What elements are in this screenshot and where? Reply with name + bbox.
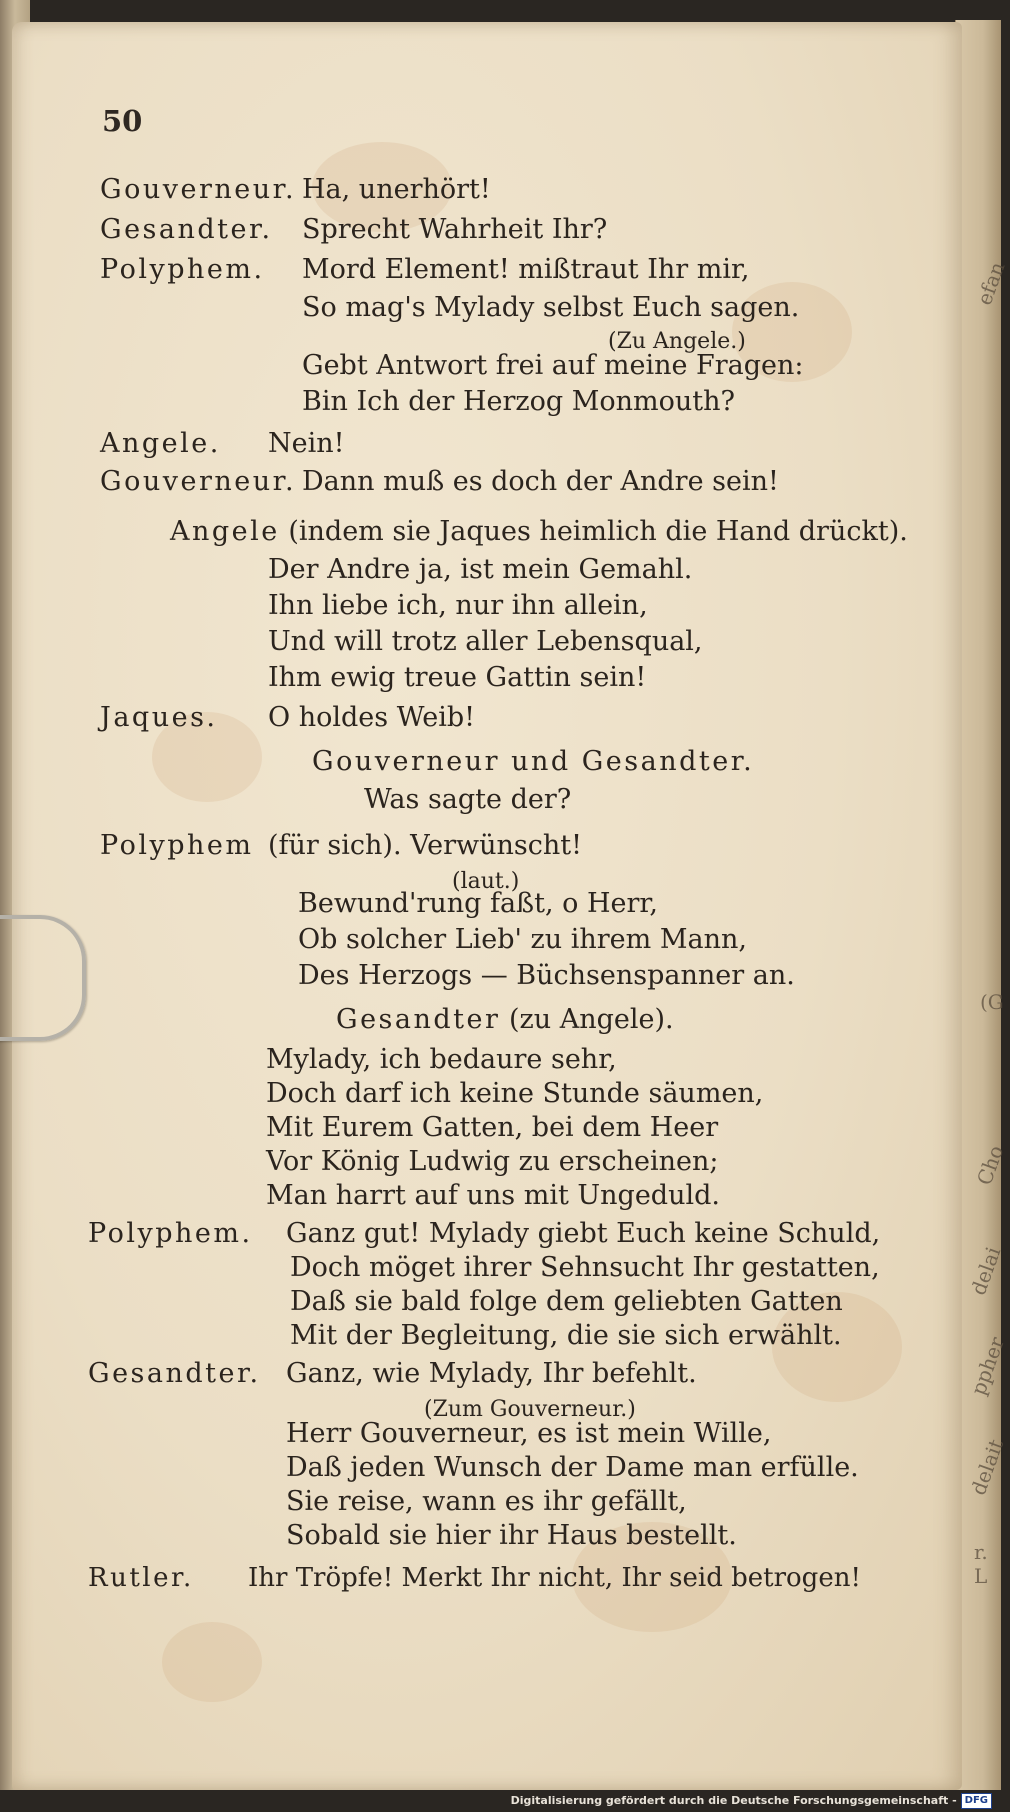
line-text: Mit Eurem Gatten, bei dem Heer (266, 1112, 719, 1143)
line-text: So mag's Mylady selbst Euch sagen. (302, 292, 800, 323)
dialogue-line (290, 1286, 843, 1318)
speaker-name: Polyphem. (88, 1218, 253, 1249)
speaker-name: Angele (170, 516, 280, 547)
dialogue-line (298, 888, 658, 920)
dialogue-line (302, 386, 735, 418)
line-text: (Zum Gouverneur.) (424, 1397, 636, 1422)
dialogue-line (298, 960, 795, 992)
dialogue-line (170, 516, 908, 548)
line-text: Daß sie bald folge dem geliebten Gatten (290, 1286, 843, 1317)
line-text: Dann muß es doch der Andre sein! (302, 466, 779, 497)
dialogue-line (100, 174, 491, 206)
dialogue-line (266, 1078, 763, 1110)
dialogue-line (100, 428, 345, 460)
dialogue-line (268, 554, 692, 586)
digitization-credit (511, 1792, 992, 1810)
line-text: Des Herzogs — Büchsenspanner an. (298, 960, 795, 991)
dialogue-line (266, 1044, 617, 1076)
speaker-name: Gesandter (336, 1004, 501, 1035)
bleed-through-text: delai (966, 1243, 1006, 1299)
line-text: Und will trotz aller Lebensqual, (268, 626, 703, 657)
speaker-name: Gesandter. (88, 1358, 261, 1389)
dialogue-line (266, 1146, 719, 1178)
dialogue-line (302, 350, 804, 382)
dialogue-line (88, 1358, 697, 1390)
dialogue-line (100, 702, 475, 734)
page-number: 50 (102, 104, 143, 138)
dialogue-line (364, 784, 571, 816)
dialogue-line (286, 1486, 687, 1518)
dialogue-line (268, 590, 648, 622)
dialogue-line (266, 1180, 720, 1212)
dialogue-line (286, 1418, 771, 1450)
line-text: Bewund'rung faßt, o Herr, (298, 888, 658, 919)
dialogue-line (268, 662, 646, 694)
dialogue-line (88, 1218, 881, 1250)
dialogue-line (286, 1452, 859, 1484)
line-text: Sobald sie hier ihr Haus bestellt. (286, 1520, 737, 1551)
line-text: Nein! (268, 428, 345, 459)
dialogue-line (100, 830, 582, 862)
line-text: Der Andre ja, ist mein Gemahl. (268, 554, 693, 585)
line-text: Herr Gouverneur, es ist mein Wille, (286, 1418, 772, 1449)
line-text: Vor König Ludwig zu erscheinen; (266, 1146, 719, 1177)
speaker-name: Polyphem (100, 830, 254, 861)
line-text: Gebt Antwort frei auf meine Fragen: (302, 350, 804, 381)
dialogue-line (298, 924, 747, 956)
speaker-name: Polyphem. (100, 254, 265, 285)
dialogue-line (266, 1112, 718, 1144)
dialogue-line (268, 626, 703, 658)
line-text: Ganz gut! Mylady giebt Euch keine Schuld, (286, 1218, 881, 1249)
line-text: Ha, unerhört! (302, 174, 491, 205)
dialogue-line (302, 292, 799, 324)
line-text: (indem sie Jaques heimlich die Hand drückt). (288, 516, 908, 547)
speaker-name: Gouverneur. (100, 466, 297, 497)
dialogue-line (100, 214, 608, 246)
line-text: Was sagte der? (364, 784, 572, 815)
line-text: (Zu Angele.) (608, 329, 746, 354)
speaker-name: Gouverneur und Gesandter. (312, 746, 755, 777)
line-text: Ob solcher Lieb' zu ihrem Mann, (298, 924, 747, 955)
speaker-name: Gouverneur. (100, 174, 297, 205)
dialogue-line (100, 254, 750, 286)
dialogue-line (290, 1252, 880, 1284)
dialogue-line (286, 1520, 737, 1552)
credit-text: Digitalisierung gefördert durch die Deutsche Forschungsgemeinschaft - (510, 1794, 957, 1807)
paper-clip (0, 915, 86, 1041)
line-text: Sie reise, wann es ihr gefällt, (286, 1486, 687, 1517)
speaker-name: Rutler. (88, 1563, 194, 1593)
dialogue-line (312, 746, 754, 778)
bleed-through-text: ppher (966, 1333, 1010, 1399)
dfg-logo: DFG (961, 1793, 992, 1809)
line-text: Bin Ich der Herzog Monmouth? (302, 386, 735, 417)
bleed-through-text: delait (966, 1436, 1009, 1499)
dialogue-line (100, 466, 779, 498)
speaker-name: Angele. (100, 428, 221, 459)
bleed-through-text: (G (980, 990, 1004, 1014)
line-text: Mylady, ich bedaure sehr, (266, 1044, 617, 1075)
line-text: Sprecht Wahrheit Ihr? (302, 214, 608, 245)
line-text: Man harrt auf uns mit Ungeduld. (266, 1180, 720, 1211)
line-text: Daß jeden Wunsch der Dame man erfülle. (286, 1452, 859, 1483)
line-text: Ihr Tröpfe! Merkt Ihr nicht, Ihr seid betrogen! (248, 1563, 861, 1593)
bleed-through-text: efan (972, 258, 1010, 309)
line-text: O holdes Weib! (268, 702, 475, 733)
bleed-through-text: Cho (972, 1142, 1009, 1189)
bleed-through-text: r. L (974, 1540, 988, 1588)
dialogue-line (290, 1320, 842, 1352)
line-text: Mord Element! mißtraut Ihr mir, (302, 254, 750, 285)
line-text: Doch darf ich keine Stunde säumen, (266, 1078, 764, 1109)
line-text: (für sich). Verwünscht! (268, 830, 582, 861)
dialogue-line (88, 1562, 861, 1594)
line-text: Doch möget ihrer Sehnsucht Ihr gestatten, (290, 1252, 880, 1283)
line-text: Mit der Begleitung, die sie sich erwählt. (290, 1320, 842, 1351)
line-text: Ganz, wie Mylady, Ihr befehlt. (286, 1358, 697, 1389)
line-text: (zu Angele). (509, 1004, 674, 1035)
speaker-name: Jaques. (100, 702, 218, 733)
dialogue-line (336, 1004, 674, 1036)
speaker-name: Gesandter. (100, 214, 273, 245)
line-text: Ihn liebe ich, nur ihn allein, (268, 590, 648, 621)
line-text: (laut.) (452, 869, 520, 894)
line-text: Ihm ewig treue Gattin sein! (268, 662, 647, 693)
